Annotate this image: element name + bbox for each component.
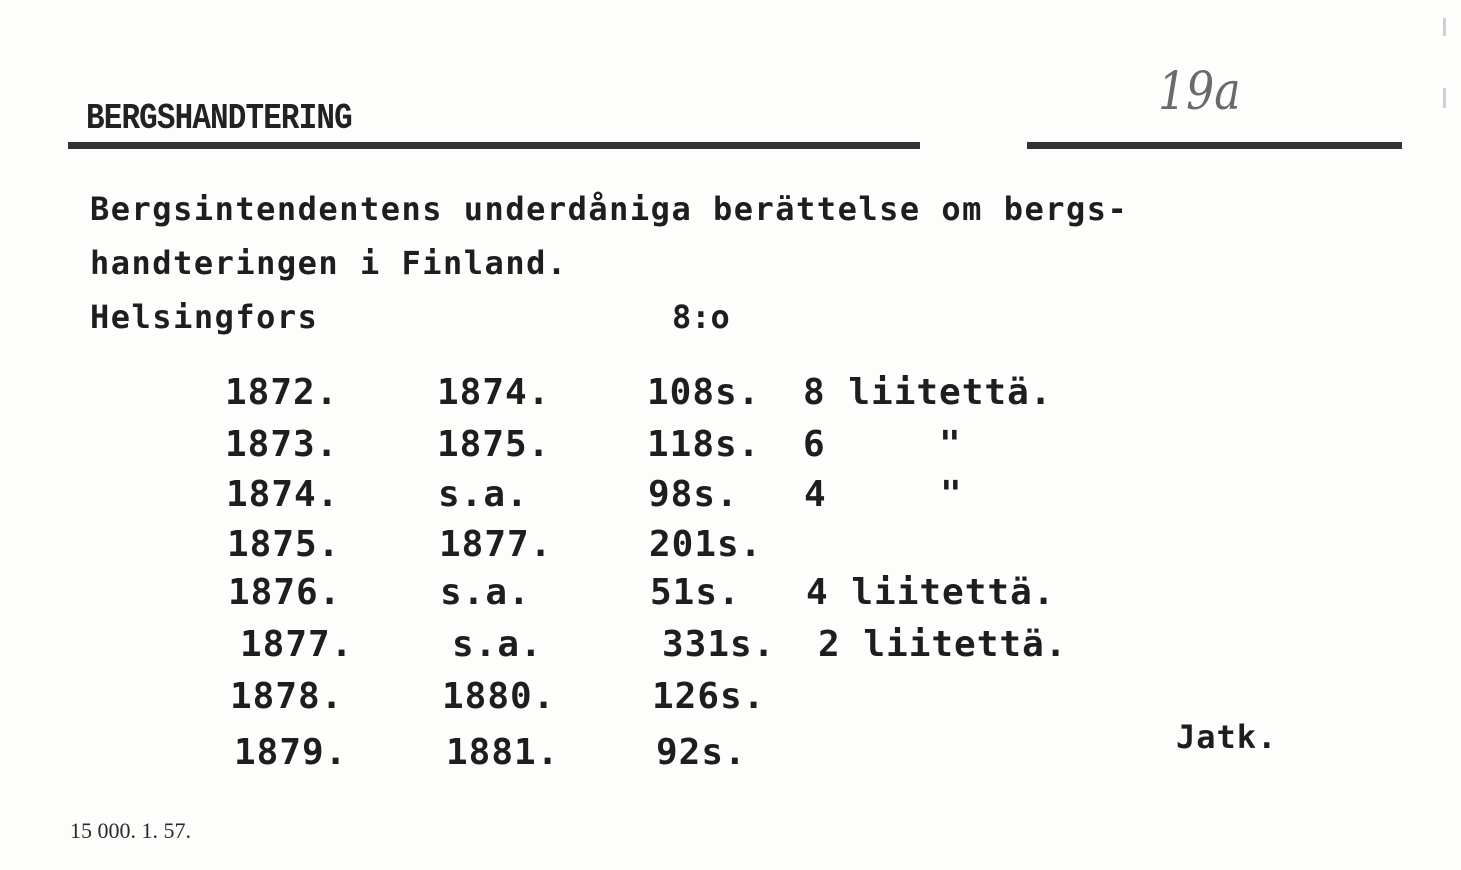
volume-year: 1875. <box>227 524 341 565</box>
volume-pages: 126s. <box>652 676 766 717</box>
book-format: 8:o <box>672 298 730 336</box>
title-line-1: Bergsintendentens underdåniga berättelse om bergs- <box>90 190 1129 228</box>
volume-pages: 331s. <box>662 624 776 665</box>
volume-year: 1879. <box>234 732 348 773</box>
volume-note: 2 liitettä. <box>818 624 1068 665</box>
volume-note: 8 liitettä. <box>803 372 1053 413</box>
volume-year: 1878. <box>230 676 344 717</box>
volume-pages: 92s. <box>656 732 747 773</box>
title-line-2: handteringen i Finland. <box>90 244 568 282</box>
volume-published: s.a. <box>452 624 543 665</box>
volume-published: 1875. <box>437 424 551 465</box>
volume-published: 1877. <box>439 524 553 565</box>
volume-pages: 118s. <box>647 424 761 465</box>
subject-heading: BERGSHANDTERING <box>86 98 352 139</box>
volume-published: s.a. <box>438 474 529 515</box>
volume-year: 1876. <box>228 572 342 613</box>
volume-pages: 108s. <box>647 372 761 413</box>
volume-published: 1880. <box>442 676 556 717</box>
volume-year: 1874. <box>226 474 340 515</box>
edge-smudge <box>1443 88 1446 108</box>
volume-pages: 51s. <box>650 572 741 613</box>
volume-note: 4 " <box>804 474 963 515</box>
volume-pages: 201s. <box>649 524 763 565</box>
volume-year: 1877. <box>240 624 354 665</box>
volume-note: 6 " <box>803 424 962 465</box>
heading-rule-right <box>1027 142 1402 149</box>
volume-year: 1872. <box>225 372 339 413</box>
publication-place: Helsingfors <box>90 298 319 336</box>
volume-published: 1874. <box>437 372 551 413</box>
volume-note: 4 liitettä. <box>806 572 1056 613</box>
volume-year: 1873. <box>225 424 339 465</box>
heading-rule-left <box>68 142 920 149</box>
call-number: 19a <box>1158 62 1241 122</box>
volume-published: s.a. <box>440 572 531 613</box>
edge-smudge <box>1443 18 1446 36</box>
continued-note: Jatk. <box>1176 718 1278 756</box>
volume-pages: 98s. <box>648 474 739 515</box>
print-run-mark: 15 000. 1. 57. <box>70 818 191 843</box>
volume-published: 1881. <box>446 732 560 773</box>
